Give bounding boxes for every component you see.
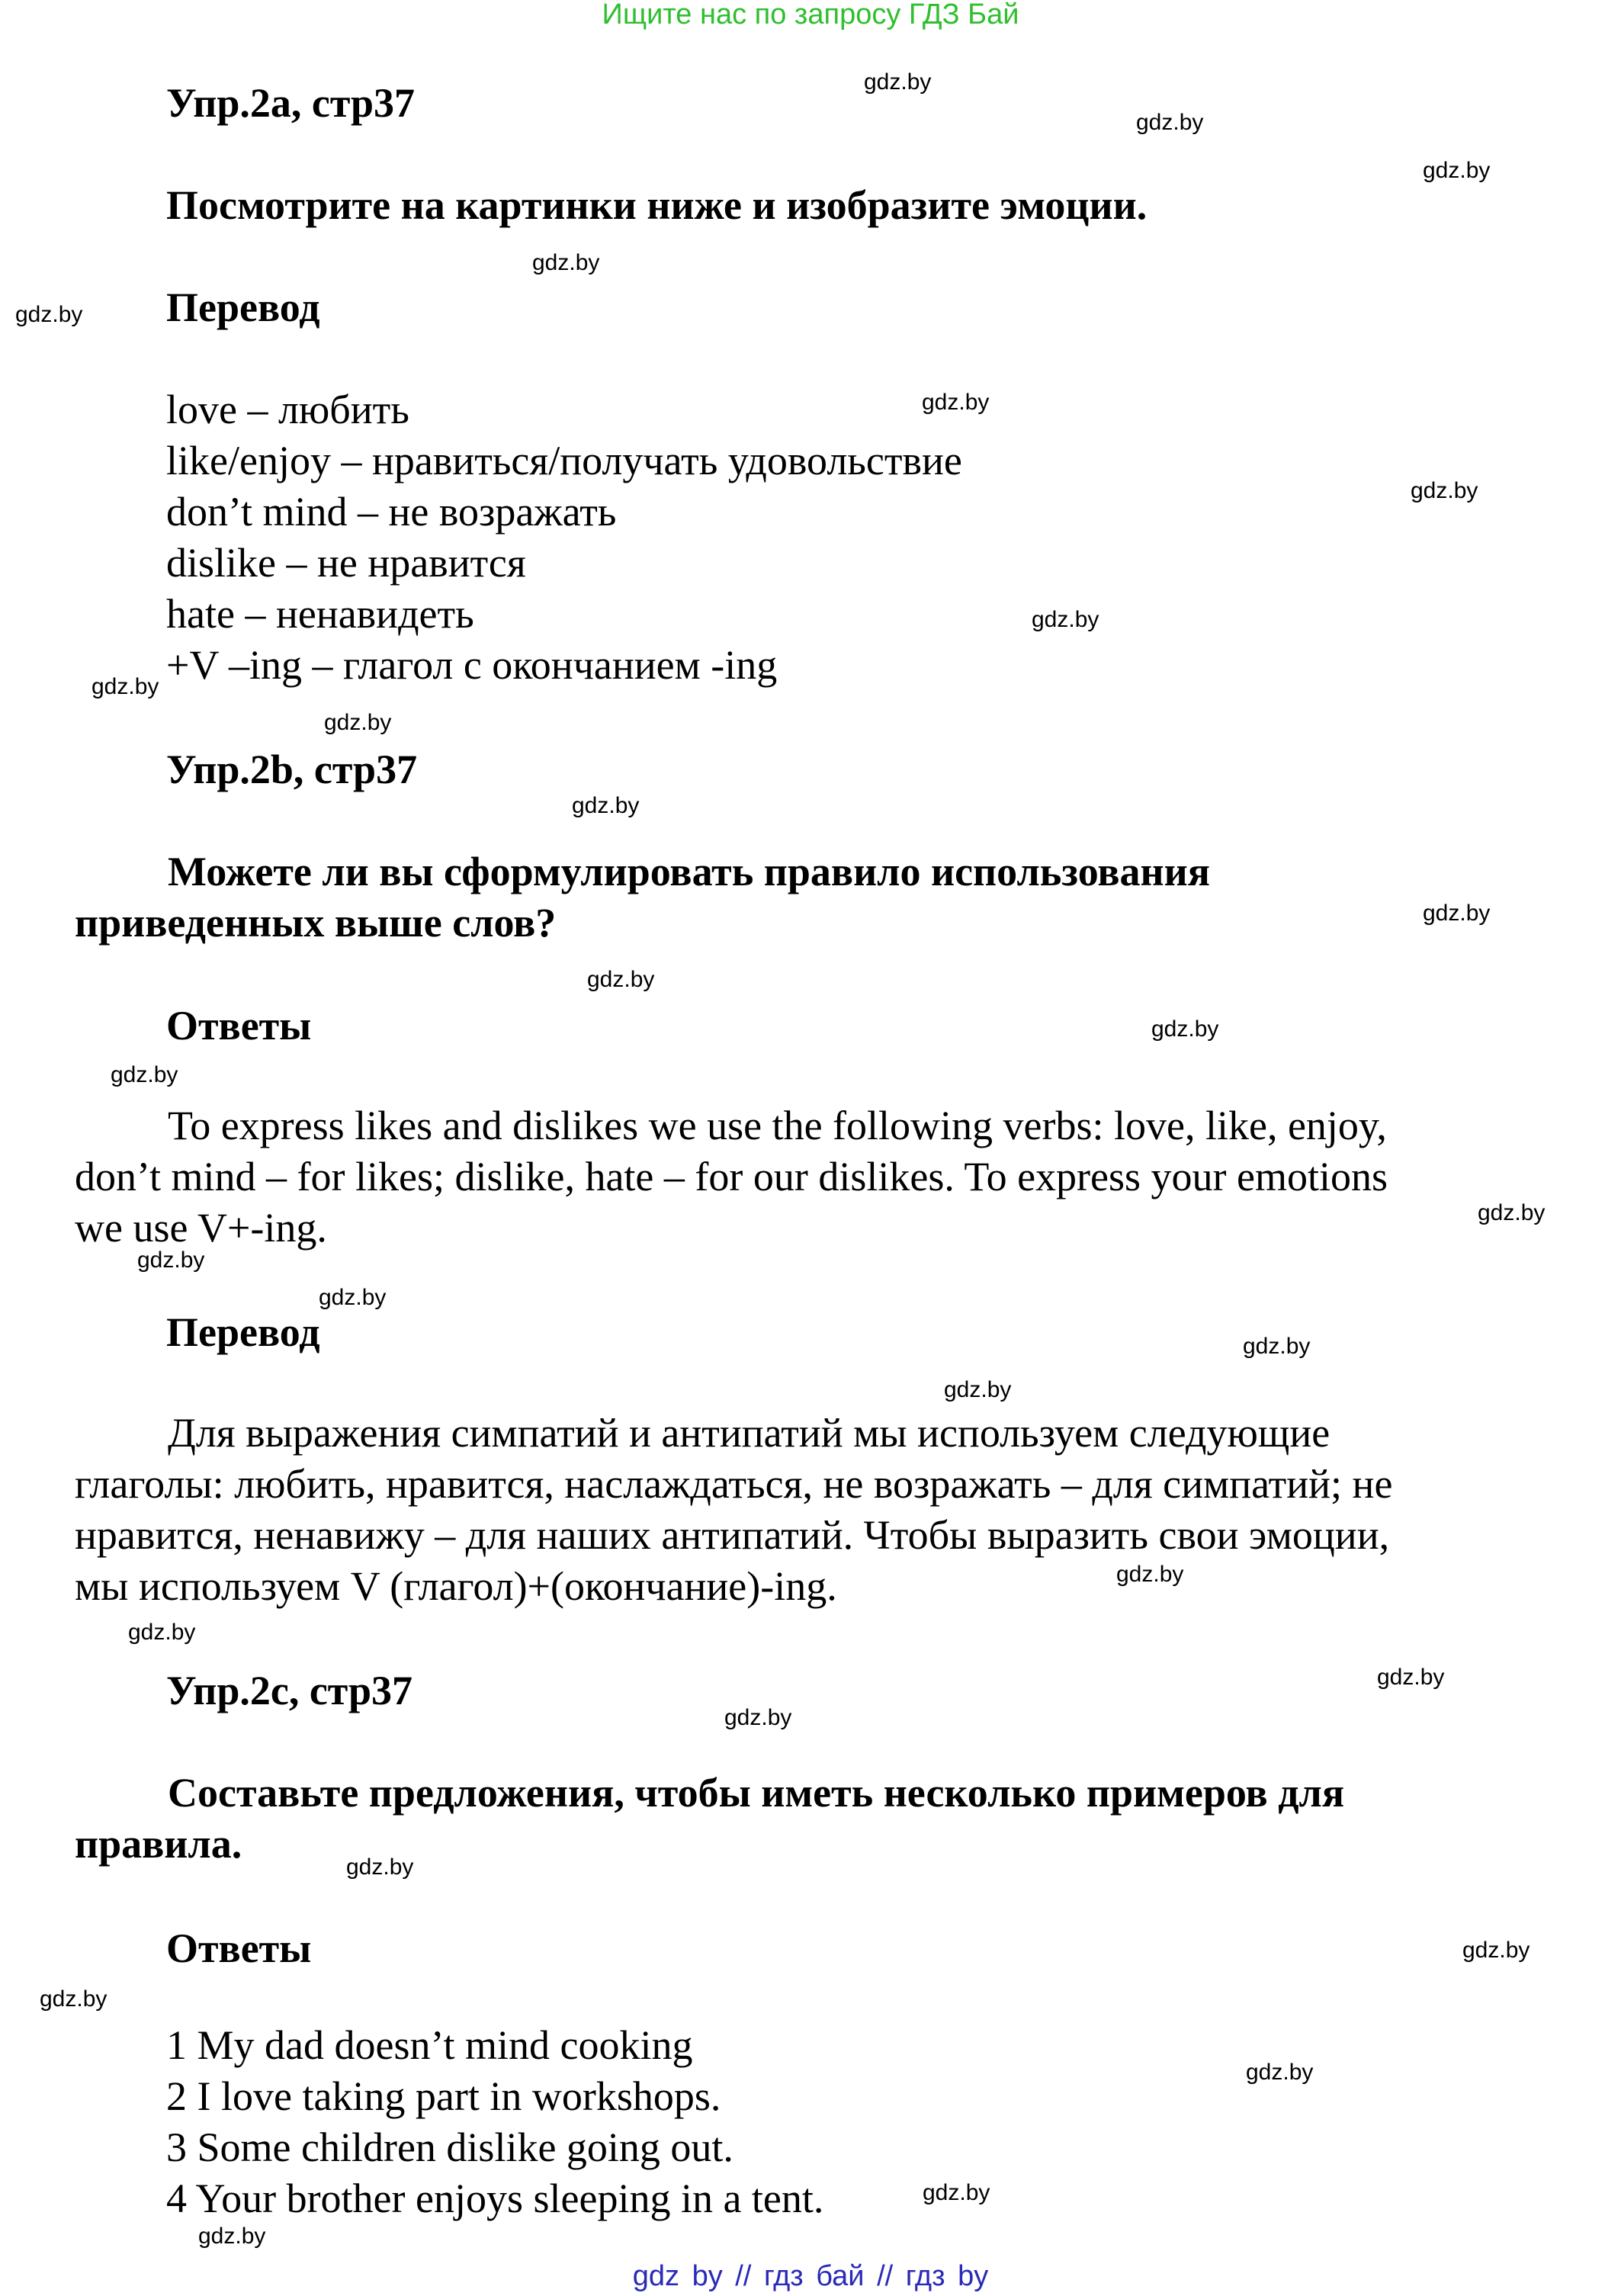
watermark: gdz.by (1136, 110, 1204, 135)
ex2b-task: Можете ли вы сформулировать правило использования приведенных выше слов? (75, 849, 1210, 946)
watermark: gdz.by (91, 674, 159, 699)
answer-item: 4 Your brother enjoys sleeping in a tent. (166, 2176, 824, 2221)
watermark: gdz.by (1423, 158, 1491, 183)
ex2a-title: Упр.2a, стр37 (166, 80, 416, 126)
top-banner[interactable]: Ищите нас по запросу ГДЗ Бай (602, 0, 1019, 31)
answer-item: 3 Some children dislike going out. (166, 2124, 733, 2170)
ex2a-translation-heading: Перевод (166, 284, 320, 330)
watermark: gdz.by (111, 1062, 178, 1087)
vocab-item: like/enjoy – нравиться/получать удовольствие (166, 438, 962, 483)
ex2b-answer: To express likes and dislikes we use the following verbs: love, like, enjoy, don’t mind – for likes; dislike, hate – for our dislikes. To express your emotions we use V+-ing. (75, 1103, 1388, 1251)
watermark: gdz.by (1246, 2060, 1314, 2085)
watermark: gdz.by (1462, 1938, 1530, 1963)
watermark: gdz.by (724, 1705, 792, 1730)
ex2b-answers-heading: Ответы (166, 1003, 312, 1048)
watermark: gdz.by (532, 250, 600, 275)
watermark: gdz.by (1151, 1016, 1219, 1042)
ex2c-task: Составьте предложения, чтобы иметь несколько примеров для правила. (75, 1770, 1345, 1867)
watermark: gdz.by (128, 1620, 196, 1645)
watermark: gdz.by (587, 967, 655, 992)
watermark: gdz.by (324, 710, 392, 735)
watermark: gdz.by (137, 1248, 205, 1273)
ex2b-translation: Для выражения симпатий и антипатий мы используем следующие глаголы: любить, нравится, наслаждаться, не возражать – для симпатий; не нравится, ненавижу – для наших антипатий. Чтобы выразить свои эмоции, мы используем V (глагол)+(окончание)-ing. (75, 1410, 1393, 1609)
watermark: gdz.by (319, 1285, 387, 1310)
ex2c-answers-heading: Ответы (166, 1925, 312, 1971)
watermark: gdz.by (40, 1986, 108, 2012)
footer-links[interactable]: gdz by // гдз бай // гдз by (632, 2260, 989, 2292)
vocab-item: +V –ing – глагол с окончанием -ing (166, 642, 778, 688)
watermark: gdz.by (15, 302, 83, 327)
ex2a-task: Посмотрите на картинки ниже и изобразите эмоции. (166, 182, 1148, 228)
watermark: gdz.by (1377, 1665, 1445, 1690)
watermark: gdz.by (1478, 1200, 1546, 1225)
watermark: gdz.by (1423, 901, 1491, 926)
ex2c-title: Упр.2c, стр37 (166, 1668, 412, 1713)
watermark: gdz.by (923, 2180, 990, 2205)
ex2b-translation-heading: Перевод (166, 1309, 320, 1355)
vocab-item: love – любить (166, 387, 409, 432)
watermark: gdz.by (944, 1377, 1012, 1402)
watermark: gdz.by (922, 390, 990, 415)
watermark: gdz.by (1116, 1562, 1184, 1587)
ex2b-title: Упр.2b, стр37 (166, 747, 418, 792)
vocab-item: hate – ненавидеть (166, 591, 474, 637)
watermark: gdz.by (864, 69, 932, 95)
watermark: gdz.by (1411, 478, 1478, 503)
watermark: gdz.by (1243, 1334, 1311, 1359)
watermark: gdz.by (198, 2224, 266, 2249)
vocab-item: don’t mind – не возражать (166, 489, 617, 535)
watermark: gdz.by (1032, 607, 1099, 632)
answer-item: 2 I love taking part in workshops. (166, 2073, 721, 2119)
watermark: gdz.by (572, 793, 640, 818)
vocab-item: dislike – не нравится (166, 540, 526, 586)
answer-item: 1 My dad doesn’t mind cooking (166, 2022, 693, 2068)
watermark: gdz.by (346, 1854, 414, 1880)
